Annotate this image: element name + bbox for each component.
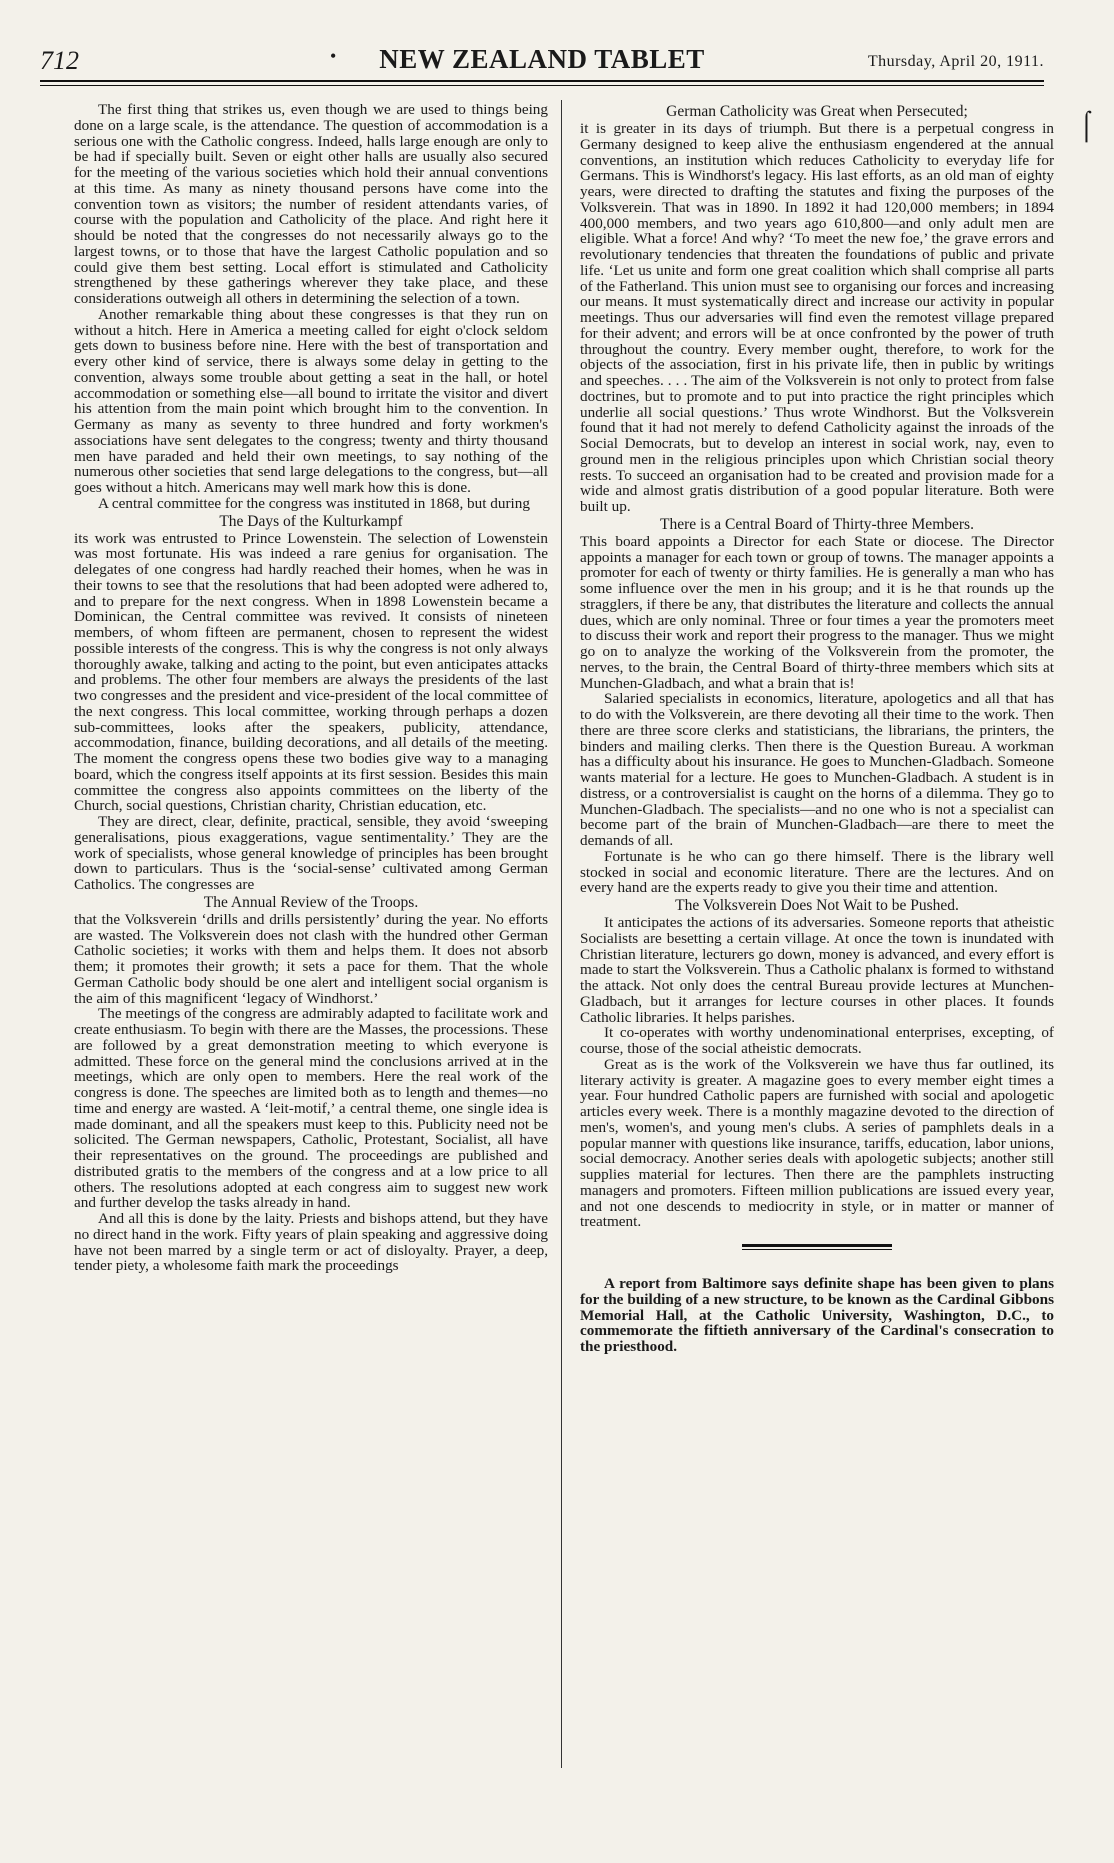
masthead-title: NEW ZEALAND TABLET bbox=[379, 44, 705, 74]
end-rule-thin bbox=[742, 1249, 892, 1250]
header-rule-thin bbox=[40, 85, 1044, 86]
paragraph: Fortunate is he who can go there himself. There is the library well stocked in social and economic literature. There are the lectures. And on every hand are the experts ready to give you their time and attention. bbox=[580, 847, 1054, 897]
masthead-date: Thursday, April 20, 1911. bbox=[867, 53, 1044, 70]
section-heading: The Annual Review of the Troops. bbox=[203, 893, 419, 911]
paragraph: Salaried specialists in economics, literature, apologetics and all that has to do with the Volksverein, are there devoting all their time to the work. Then there are three score clerks and statisticians, the librarians, the printers, the binders and mailing clerks. Then there is the Question Bureau. A workman has a difficulty about his insurance. He goes to Munchen-Gladbach. Someone wants material for a lecture. He goes to Munchen-Gladbach. A student is in distress, or a controversialist is caught on the horns of a dilemma. They go to Munchen-Gladbach. The specialists—and no one who is not a specialist can become part of the brain of Munchen-Gladbach—are there to meet the demands of all. bbox=[580, 690, 1054, 849]
section-heading: There is a Central Board of Thirty-three Members. bbox=[660, 515, 974, 533]
end-rule-thick bbox=[742, 1244, 892, 1247]
margin-mark: ⌠ bbox=[1078, 110, 1095, 141]
right-column bbox=[580, 102, 1054, 1355]
paragraph: The first thing that strikes us, even though we are used to things being done on a large scale, is the attendance. The question of accommodation is a serious one with the Catholic congress. Indeed, halls large enough are only to be had if specially built. Seven or eight other halls are usually also secured for the meeting of the various societies which hold their annual conventions at this time. As many as ninety thousand persons have come into the convention town as visitors; the number of resident attendants varies, of course with the population and Catholicity of the place. And right here it should be noted that the congresses do not necessarily always go to the largest towns, or to those that have the largest Catholic population and so could give them best setting. Local effort is stimulated and Catholicity strengthened by these gatherings wherever they take place, and these considerations outweigh all others in determining the selection of a town. bbox=[74, 101, 548, 307]
section-heading: German Catholicity was Great when Persecuted; bbox=[666, 103, 968, 120]
masthead bbox=[40, 46, 1044, 78]
paragraph: Great as is the work of the Volksverein we have thus far outlined, its literary activity is greater. A magazine goes to every member eight times a year. Four hundred Catholic papers are furnished with social and apologetic articles every week. There is a monthly magazine devoted to the direction of men's, women's, and young men's clubs. A series of pamphlets deals in a popular manner with questions like insurance, tariffs, education, labor unions, social democracy. Another series deals with apologetic subjects; another still supplies material for lectures. Then there are the pamphlets instructing managers and promoters. Fifteen million publications are issued every year, and not one descends to mediocrity in style, or in matter or manner of treatment. bbox=[580, 1055, 1054, 1231]
paragraph: The meetings of the congress are admirably adapted to facilitate work and create enthusiasm. To begin with there are the Masses, the processions. These are followed by a great demonstration meeting to which everyone is admitted. These force on the general mind the conclusions arrived at in the meetings, which are only open to members. Here the real work of the congress is done. The speeches are limited both as to length and themes—no time and energy are wasted. A ‘leit-motif,’ a central theme, one single idea is made dominant, and all the speakers must keep to this. Publicity need not be solicited. The German newspapers, Catholic, Protestant, Socialist, all have their representatives on the ground. The proceedings are published and distributed gratis to the members of the congress and at a low price to all others. The resolutions adopted at each congress aim to suggest new work and further develop the tasks already in hand. bbox=[74, 1005, 548, 1212]
paragraph: that the Volksverein ‘drills and drills persistently’ during the year. No efforts are wasted. The Volksverein does not clash with the hundred other German Catholic societies; it works with them and helps them. It does not absorb them; it promotes their growth; it sets a pace for them. That the whole German Catholic body should be one alert and intelligent social organism is the aim of this magnificent ‘legacy of Windhorst.’ bbox=[74, 910, 548, 1007]
left-column bbox=[74, 102, 548, 1274]
paragraph: And all this is done by the laity. Priests and bishops attend, but they have no direct hand in the work. Fifty years of plain speaking and aggressive doing have not been marred by a single term or act of disloyalty. Prayer, a deep, tender piety, a wholesome faith mark the proceedings bbox=[74, 1210, 548, 1275]
page-number: 712 bbox=[40, 46, 79, 75]
paragraph: It anticipates the actions of its adversaries. Someone reports that atheistic Socialists are besetting a certain village. At once the town is inundated with Christian literature, lecturers go down, money is advanced, and every effort is made to start the Volksverein. Thus a Catholic phalanx is formed to withstand the attack. Not only does the central Bureau provide lectures at Munchen-Gladbach, but it arranges for lecture courses in other places. It founds Catholic libraries. It helps parishes. bbox=[580, 914, 1054, 1026]
news-note: A report from Baltimore says definite shape has been given to plans for the building of a new structure, to be known as the Cardinal Gibbons Memorial Hall, at the Catholic University, Washington, D.C., to commemorate the fiftieth anniversary of the Cardinal's consecration to the priesthood. bbox=[580, 1275, 1054, 1355]
masthead-dot: • bbox=[330, 46, 337, 66]
section-heading: The Days of the Kulturkampf bbox=[219, 512, 403, 530]
paragraph: Another remarkable thing about these congresses is that they run on without a hitch. Here in America a meeting called for eight o'clock seldom gets down to business before nine. Here with the best of transportation and every other kind of service, there is always some delay in getting to the convention, always some trouble about getting a seat in the hall, or hotel accommodation or something else—all bound to irritate the visitor and divert his attention from the main point which brought him to the convention. In Germany as many as seventy to three hundred and forty workmen's associations have sent delegates to the congress; twenty and thirty thousand men have paraded and held their own meetings, to say nothing of the numerous other societies that send large delegations to the congress, but—all goes without a hitch. Americans may well mark how this is done. bbox=[74, 305, 548, 496]
header-rule-thick bbox=[40, 80, 1044, 82]
paragraph: its work was entrusted to Prince Lowenstein. The selection of Lowenstein was most fortunate. His was indeed a rare genius for organisation. The delegates of one congress had hardly reached their homes, when he was in their towns to see that the resolutions that had been adopted were adhered to, and to prepare for the next congress. When in 1898 Lowenstein became a Dominican, the Central committee was revived. It consists of nineteen members, of whom fifteen are permanent, chosen to represent the widest possible interests of the congress. This is why the congress is not only always thoroughly awake, talking and acting to the point, but even anticipates attacks and problems. The other four members are always the presidents of the last two congresses and the president and vice-president of the local committee of the next congress. This local committee, working through perhaps a dozen sub-committees, looks after the speakers, publicity, attendance, accommodation, finance, building decorations, and all details of the meeting. The moment the congress opens these two bodies give way to a managing board, which the congress itself appoints at its first session. Besides this main committee the congress also appoints committees on the liberty of the Church, social questions, Christian charity, Christian education, etc. bbox=[74, 529, 548, 815]
paragraph: It co-operates with worthy undenominational enterprises, excepting, of course, those of the social atheistic democrats. bbox=[580, 1024, 1054, 1057]
paragraph: it is greater in its days of triumph. But there is a perpetual congress in Germany designed to keep alive the enthusiasm engendered at the annual conventions, an institution which reduces Catholicity to everyday life for Germans. This is Windhorst's legacy. His last efforts, as an old man of eighty years, were directed to drafting the statutes and fixing the purposes of the Volksverein. That was in 1890. In 1892 it had 120,000 members; in 1894 400,000 members, and two years ago 610,800—and only adult men are eligible. What a force! And why? ‘To meet the new foe,’ the grave errors and revolutionary tendencies that threaten the foundations of public and private life. ‘Let us unite and form one great coalition which shall comprise all parts of the Fatherland. This union must see to organising our forces and increasing our means. It must systematically direct and increase our activity in popular meetings. Thus our adversaries will find even the remotest village prepared for their advent; and errors will be at once confronted by the power of truth throughout the country. Every member ought, therefore, to work for the objects of the association, first in his private life, then in public by writings and speeches. . . . The aim of the Volksverein is not only to protect from false doctrines, but to promote and to put into practice the right principles which underlie all social questions.’ Thus wrote Windhorst. But the Volksverein found that it had not merely to defend Catholicity against the inroads of the Social Democrats, but to develop an interest in social work, nay, even to ground men in the religious principles upon which Christian social theory rests. To succeed an organisation had to be created and provision made for a wide and almost gratis distribution of a good popular literature. Both were built up. bbox=[580, 120, 1054, 515]
column-divider bbox=[561, 100, 562, 1768]
paragraph: A central committee for the congress was instituted in 1868, but during bbox=[98, 494, 530, 512]
paragraph: They are direct, clear, definite, practical, sensible, they avoid ‘sweeping generalisations, pious exaggerations, vague sentimentality.’ They are the work of specialists, whose general knowledge of principles has been brought down to particulars. Thus is the ‘social-sense’ cultivated among German Catholics. The congresses are bbox=[74, 813, 548, 893]
section-heading: The Volksverein Does Not Wait to be Pushed. bbox=[675, 897, 959, 914]
paragraph: This board appoints a Director for each State or diocese. The Director appoints a manager for each town or group of towns. The manager appoints a promoter for each of twenty or thirty families. He is generally a man who has some influence over the men in his group; and it is he that rounds up the stragglers, if there be any, that distributes the literature and collects the annual dues, which are only nominal. Three or four times a year the promoters meet to discuss their work and report their progress to the manager. Thus we might go on to analyze the working of the Volksverein from the promoter, the nerves, to the brain, the Central Board of thirty-three members which sits at Munchen-Gladbach, and what a brain that is! bbox=[580, 532, 1054, 692]
